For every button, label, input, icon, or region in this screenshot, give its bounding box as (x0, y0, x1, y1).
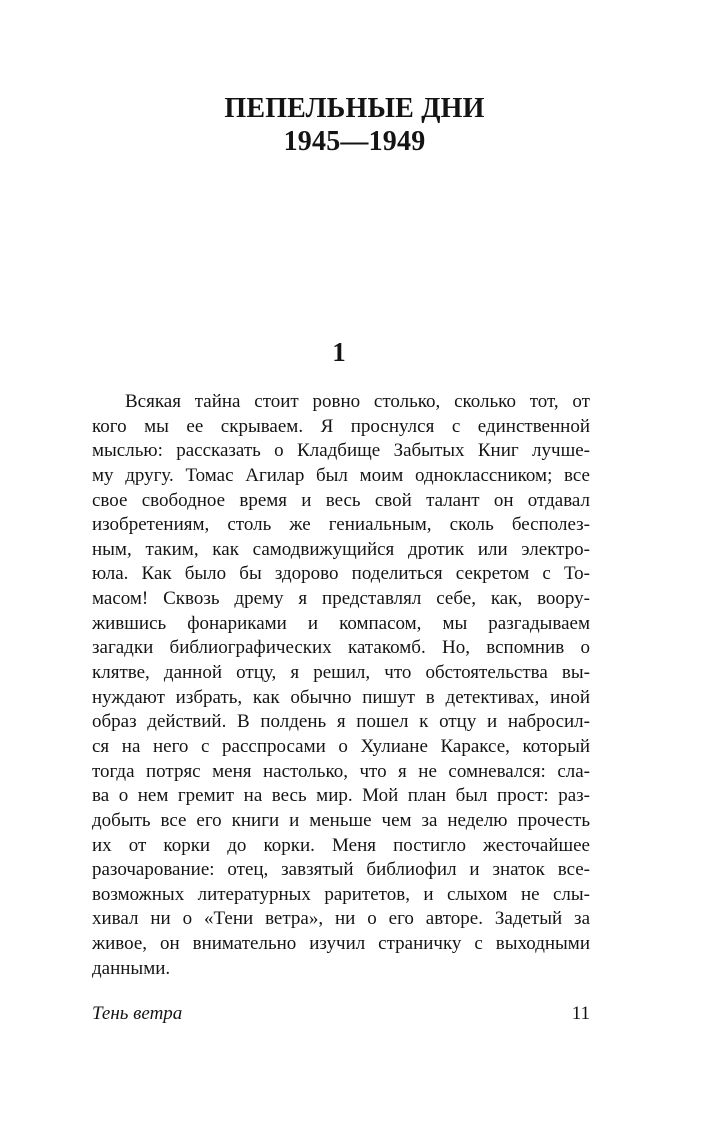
part-title-text: ПЕПЕЛЬНЫЕ ДНИ (224, 93, 485, 124)
page-number: 11 (571, 1003, 590, 1024)
text-line: образ действий. В полдень я пошел к отцу и набросил- (92, 711, 590, 733)
text-line: юла. Как было бы здорово поделиться секретом с То- (92, 563, 590, 585)
text-line: ва о нем гремит на весь мир. Мой план был прост: раз- (92, 785, 590, 807)
text-line: мыслью: рассказать о Кладбище Забытых Книг лучше- (92, 440, 590, 462)
part-title (0, 92, 709, 158)
text-line: ся на него с расспросами о Хулиане Караксе, который (92, 735, 590, 757)
text-line: тогда потряс меня настолько, что я не сомневался: сла- (92, 760, 590, 782)
text-line: Всякая тайна стоит ровно столько, сколько тот, от (125, 391, 590, 412)
text-line: разочарование: отец, завзятый библиофил и знаток все- (92, 859, 590, 881)
text-line: их от корки до корки. Меня постигло жесточайшее (92, 834, 590, 856)
text-line: масом! Сквозь дрему я представлял себе, как, воору- (92, 588, 590, 610)
text-line: данными. (92, 957, 171, 979)
text-line: ным, таким, как самодвижущийся дротик или электро- (92, 538, 590, 560)
text-line: хивал ни о «Тени ветра», ни о его авторе. Задетый за (92, 908, 590, 930)
body-paragraph (92, 390, 590, 981)
text-line: добыть все его книги и меньше чем за неделю прочесть (92, 809, 590, 831)
chapter-number: 1 (332, 337, 346, 367)
text-line: му другу. Томас Агилар был моим одноклассником; все (92, 464, 590, 486)
text-line: кого мы ее скрываем. Я проснулся с единственной (92, 415, 590, 437)
text-line: загадки библиографических катакомб. Но, вспомнив о (92, 637, 590, 659)
text-line: живое, он внимательно изучил страничку с выходными (92, 933, 590, 955)
running-title: Тень ветра (92, 1003, 183, 1024)
part-years: 1945—1949 (283, 126, 426, 157)
text-line: клятве, данной отцу, я решил, что обстоятельства вы- (92, 662, 590, 684)
text-line: свое свободное время и весь свой талант он отдавал (92, 489, 590, 511)
text-line: изобретениям, столь же гениальным, сколь бесполез- (92, 514, 590, 536)
text-line: возможных литературных раритетов, и слыхом не слы- (92, 883, 590, 905)
text-line: жившись фонариками и компасом, мы разгадываем (92, 612, 590, 634)
text-line: нуждают избрать, как обычно пишут в детективах, иной (92, 686, 590, 708)
page-footer (92, 1001, 590, 1027)
